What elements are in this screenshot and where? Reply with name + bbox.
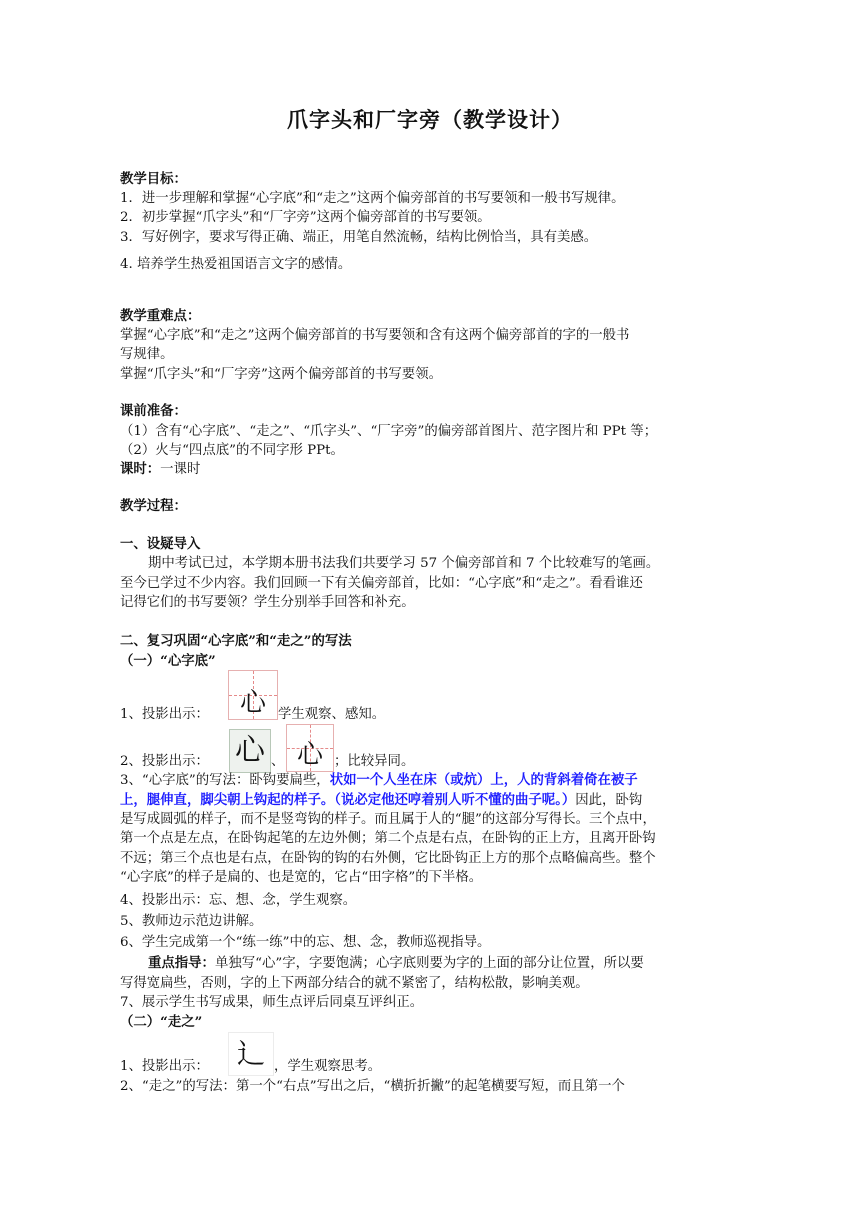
xin-step-3-therefore: 因此，卧钩 xyxy=(575,793,643,808)
xin-glyph: 心 xyxy=(239,688,266,718)
xin-step-2-label: 2、投影出示： xyxy=(120,754,209,769)
xin-step-3-line-2 xyxy=(120,791,740,810)
preparation-item-2: （2）火与“四点底”的不同字形 PPt。 xyxy=(120,443,344,458)
xin-radical-image-2 xyxy=(286,724,334,772)
zou-step-2: 2、“走之”的写法：第一个“右点”写出之后，“横折折撇”的起笔横要写短，而且第一个 xyxy=(120,1079,625,1094)
key-point-line-2: 写规律。 xyxy=(120,347,174,362)
xin-step-3-analogy-2: 上，腿伸直，脚尖朝上钩起的样子。（说必定他还哼着别人听不懂的曲子呢。） xyxy=(120,792,576,808)
xin-step-2-text: ；比较异同。 xyxy=(334,754,415,769)
class-hours-label: 课时： xyxy=(120,461,161,477)
section-1-heading: 一、设疑导入 xyxy=(120,536,201,552)
section-2-heading: 二、复习巩固“心字底”和“走之”的写法 xyxy=(120,633,352,649)
xin-step-4: 4、投影出示：忘、想、念，学生观察。 xyxy=(120,893,357,908)
zou-glyph: 辶 xyxy=(236,1037,265,1070)
zou-step-1-text: ，学生观察思考。 xyxy=(274,1059,382,1074)
xin-step-3-line-1 xyxy=(120,771,740,790)
key-guidance-text-1: 单独写“心”字，字要饱满；心字底则要为字的上面的部分让位置，所以要 xyxy=(214,956,644,971)
key-points-heading: 教学重难点： xyxy=(120,308,201,324)
objective-item-3: 3．写好例字，要求写得正确、端正，用笔自然流畅，结构比例恰当，具有美感。 xyxy=(120,230,598,245)
objective-item-2: 2．初步掌握“爪字头”和“厂字旁”这两个偏旁部首的书写要领。 xyxy=(120,210,491,225)
xin-char-glyph: 心 xyxy=(235,733,265,768)
objectives-heading: 教学目标： xyxy=(120,171,187,187)
document-title: 爪字头和厂字旁（教学设计） xyxy=(287,107,573,132)
objective-item-4: 4. 培养学生热爱祖国语言文字的感情。 xyxy=(120,257,352,272)
class-hours-value: 一课时 xyxy=(160,462,201,477)
xin-step-5: 5、教师边示范边讲解。 xyxy=(120,914,263,929)
key-point-line-3: 掌握“爪字头”和“厂字旁”这两个偏旁部首的书写要领。 xyxy=(120,367,442,382)
zou-radical-image xyxy=(228,1032,274,1076)
xin-step-1-label: 1、投影出示： xyxy=(120,707,209,722)
objective-item-1: 1．进一步理解和掌握“心字底”和“走之”这两个偏旁部首的书写要领和一般书写规律。 xyxy=(120,191,625,206)
preparation-heading: 课前准备： xyxy=(120,403,187,419)
xin-step-2-separator: 、 xyxy=(271,754,285,769)
xin-character-image xyxy=(229,729,271,773)
xin-key-guidance-line-1 xyxy=(120,954,768,973)
key-guidance-label: 重点指导： xyxy=(148,955,215,971)
xin-step-1-text: 学生观察、感知。 xyxy=(278,707,386,722)
xin-step-3-intro: 3、“心字底”的写法：卧钩要扁些， xyxy=(120,773,330,788)
section-1-para-line-2: 至今已学过不少内容。我们回顾一下有关偏旁部首，比如：“心字底”和“走之”。看看谁还 xyxy=(120,576,643,591)
xin-step-3-line-3: 是写成圆弧的样子，而不是竖弯钩的样子。而且属于人的“腿”的这部分写得长。三个点中， xyxy=(120,812,656,827)
xin-key-guidance-line-2: 写得宽扁些，否则，字的上下两部分结合的就不紧密了，结构松散，影响美观。 xyxy=(120,976,589,991)
process-heading: 教学过程： xyxy=(120,498,187,514)
preparation-item-1: （1）含有“心字底”、“走之”、“爪字头”、“厂字旁”的偏旁部首图片、范字图片和 PPt 等； xyxy=(120,424,658,439)
xin-step-6: 6、学生完成第一个“练一练”中的忘、想、念，教师巡视指导。 xyxy=(120,935,491,950)
section-1-para-line-1: 期中考试已过，本学期本册书法我们共要学习 57 个偏旁部首和 7 个比较难写的笔画。 xyxy=(148,556,660,571)
xin-step-3-line-6: “心字底”的样子是扁的、也是宽的，它占“田字格”的下半格。 xyxy=(120,870,483,885)
class-hours xyxy=(120,460,740,479)
xin-glyph-2: 心 xyxy=(296,740,323,770)
subsection-zou-heading: （二）“走之” xyxy=(120,1014,203,1030)
key-point-line-1: 掌握“心字底”和“走之”这两个偏旁部首的书写要领和含有这两个偏旁部首的字的一般书 xyxy=(120,328,630,343)
zou-step-1-label: 1、投影出示： xyxy=(120,1059,209,1074)
xin-radical-image xyxy=(228,670,278,720)
xin-step-3-analogy-1: 状如一个人坐在床（或炕）上，人的背斜着倚在被子 xyxy=(329,772,638,788)
xin-step-7: 7、展示学生书写成果，师生点评后同桌互评纠正。 xyxy=(120,995,424,1010)
xin-step-3-line-4: 第一个点是左点，在卧钩起笔的左边外侧；第二个点是右点，在卧钩的正上方，且离开卧钩 xyxy=(120,831,656,846)
subsection-xin-heading: （一）“心字底” xyxy=(120,653,216,669)
section-1-para-line-3: 记得它们的书写要领？学生分别举手回答和补充。 xyxy=(120,595,415,610)
xin-step-3-line-5: 不远；第三个点也是右点，在卧钩的钩的右外侧，它比卧钩正上方的那个点略偏高些。整个 xyxy=(120,851,656,866)
